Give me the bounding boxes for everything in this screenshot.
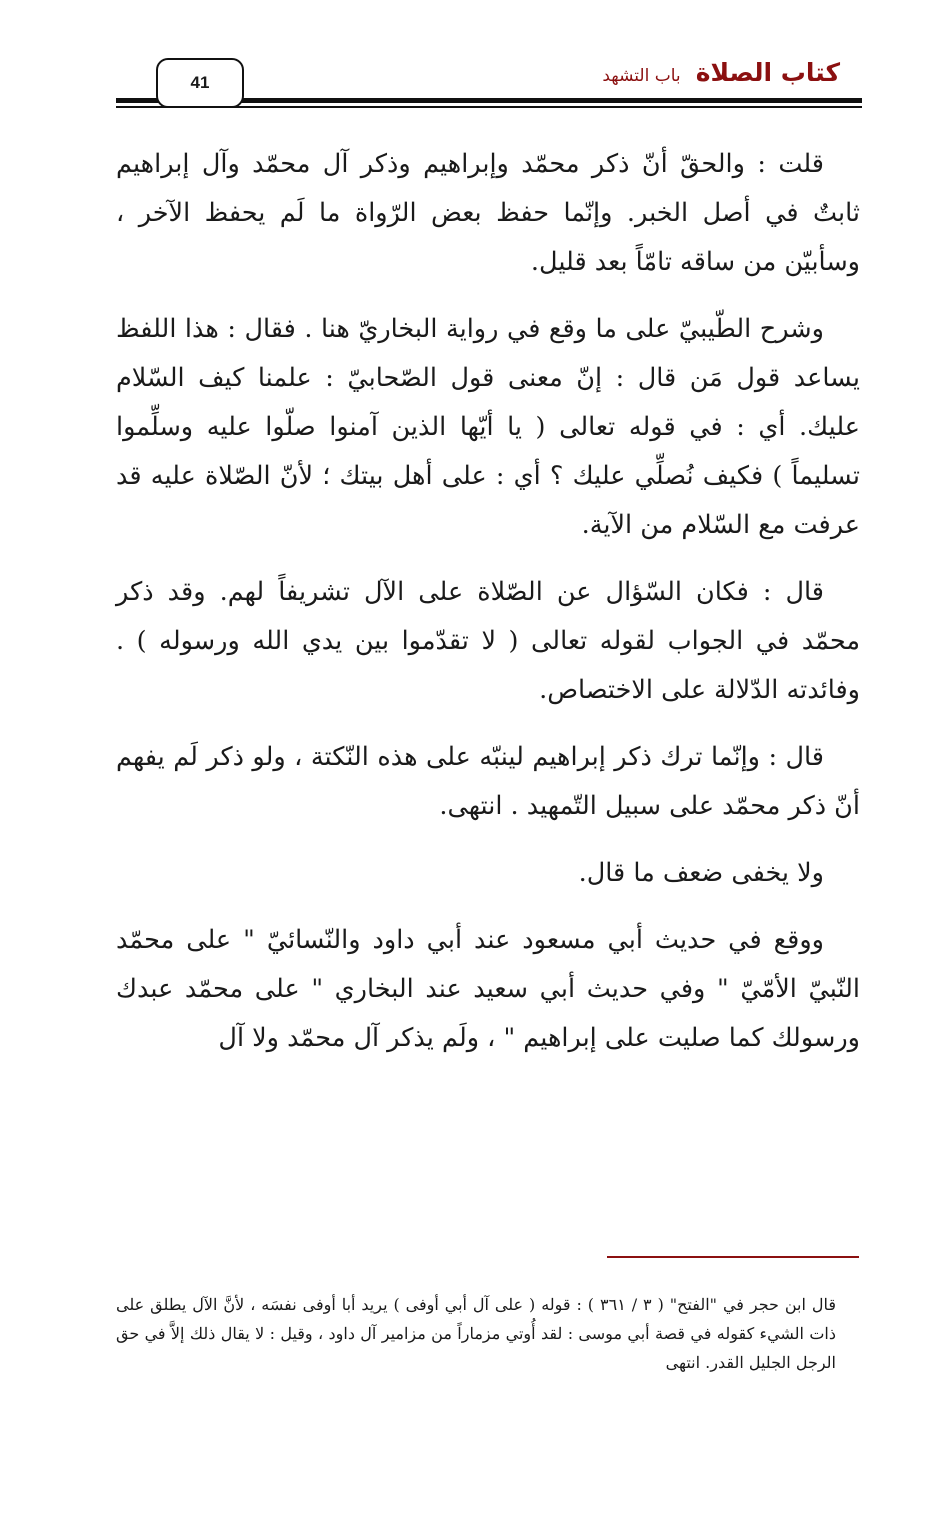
paragraph-1: قلت : والحقّ أنّ ذكر محمّد وإبراهيم وذكر آل محمّد وآل إبراهيم ثابتٌ في أصل الخبر. وإنّما حفظ بعض الرّواة ما لَم يحفظ الآخر ، وسأبيّن من ساقه تامّاً بعد قليل.	[116, 149, 860, 277]
footnote-separator	[607, 1256, 859, 1258]
running-title	[602, 58, 840, 87]
page-header	[116, 52, 862, 122]
page-number: 41	[190, 73, 210, 92]
main-text	[116, 140, 860, 1081]
book-title: كتاب الصلاة	[695, 58, 840, 87]
chapter-title: باب التشهد	[602, 66, 681, 86]
paragraph-6: ووقع في حديث أبي مسعود عند أبي داود والنّسائيّ " على محمّد النّبيّ الأمّيّ " وفي حديث أبي سعيد عند البخاري " على محمّد عبدك ورسولك كما صليت على إبراهيم " ، ولَم يذكر آل محمّد ولا آل	[116, 925, 860, 1053]
paragraph-4: قال : وإنّما ترك ذكر إبراهيم لينبّه على هذه النّكتة ، ولو ذكر لَم يفهم أنّ ذكر محمّد على سبيل التّمهيد . انتهى.	[116, 742, 860, 821]
paragraph-3: قال : فكان السّؤال عن الصّلاة على الآل تشريفاً لهم. وقد ذكر محمّد في الجواب لقوله تعالى ( لا تقدّموا بين يدي الله ورسوله ) . وفائدته الدّلالة على الاختصاص.	[116, 577, 860, 705]
page-number-box	[156, 58, 244, 108]
paragraph-5: ولا يخفى ضعف ما قال.	[578, 858, 824, 888]
footnote: قال ابن حجر في "الفتح" ( ٣ / ٣٦١ ) : قوله ( على آل أبي أوفى ) يريد أبا أوفى نفسَه ، لأنَّ الآل يطلق على ذات الشيء كقوله في قصة أبي موسى : لقد أُوتي مزماراً من مزامير آل داود ، وقيل : لا يقال ذلك إلاَّ في حق الرجل الجليل القدر. انتهى	[116, 1295, 837, 1372]
paragraph-2: وشرح الطّيبيّ على ما وقع في رواية البخاريّ هنا . فقال : هذا اللفظ يساعد قول مَن قال : إنّ معنى قول الصّحابيّ : علمنا كيف السّلام عليك. أي : في قوله تعالى ( يا أيّها الذين آمنوا صلّوا عليه وسلِّموا تسليماً ) فكيف نُصلِّي عليك ؟ أي : على أهل بيتك ؛ لأنّ الصّلاة عليه قد عرفت مع السّلام من الآية.	[116, 314, 860, 540]
